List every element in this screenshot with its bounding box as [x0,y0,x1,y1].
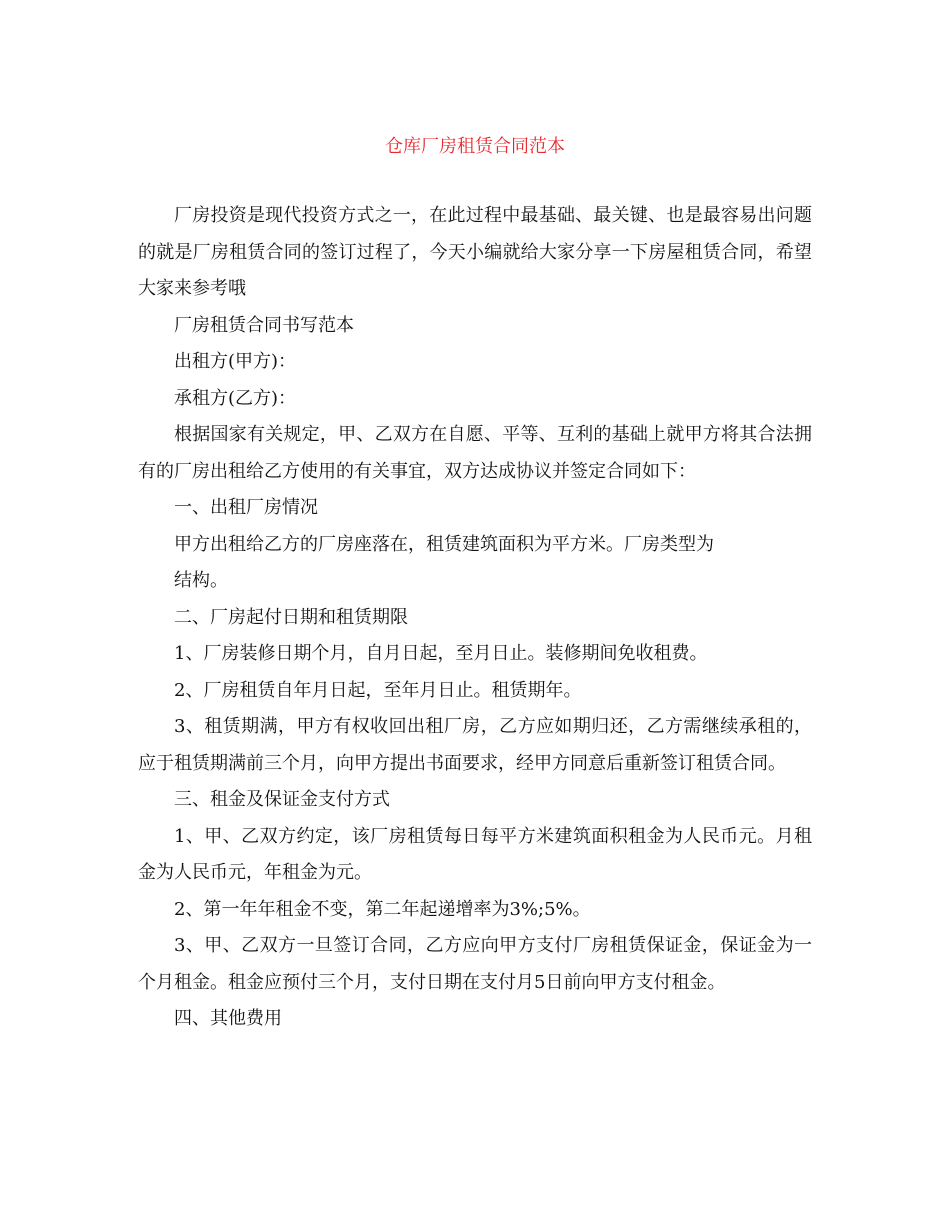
agreement-preamble: 根据国家有关规定，甲、乙双方在自愿、平等、互利的基础上就甲方将其合法拥有的厂房出租给乙方使用的有关事宜，双方达成协议并签定合同如下： [138,424,812,482]
section-heading-4: 四、其他费用 [174,1008,282,1029]
document-body [138,198,812,1038]
section-heading-1: 一、出租厂房情况 [174,497,318,518]
document-title: 仓库厂房租赁合同范本 [385,136,565,157]
deposit-clause: 3、甲、乙双方一旦签订合同，乙方应向甲方支付厂房租赁保证金，保证金为一个月租金。租金应预付三个月，支付日期在支付月5日前向甲方支付租金。 [138,935,812,993]
structure-clause: 结构。 [174,570,228,591]
rent-increase-clause: 2、第一年年租金不变，第二年起递增率为3%;5%。 [174,898,591,920]
factory-location-clause: 甲方出租给乙方的厂房座落在，租赁建筑面积为平方米。厂房类型为 [174,533,714,555]
renovation-clause: 1、厂房装修日期个月，自月日起，至月日止。装修期间免收租费。 [174,643,708,664]
section-heading-3: 三、租金及保证金支付方式 [174,789,390,810]
lessee-line: 承租方(乙方)： [174,387,297,409]
section-heading-2: 二、厂房起付日期和租赁期限 [174,606,408,628]
contract-heading: 厂房租赁合同书写范本 [174,314,354,336]
intro-paragraph: 厂房投资是现代投资方式之一，在此过程中最基础、最关键、也是最容易出问题的就是厂房租赁合同的签订过程了，今天小编就给大家分享一下房屋租赁合同，希望大家来参考哦 [138,205,812,299]
rent-amount-clause: 1、甲、乙双方约定，该厂房租赁每日每平方米建筑面积租金为人民币元。月租金为人民币元，年租金为元。 [138,825,812,883]
lease-expiry-clause: 3、租赁期满，甲方有权收回出租厂房，乙方应如期归还，乙方需继续承租的，应于租赁期满前三个月，向甲方提出书面要求，经甲方同意后重新签订租赁合同。 [138,716,812,774]
lease-term-clause: 2、厂房租赁自年月日起，至年月日止。租赁期年。 [174,679,582,701]
lessor-line: 出租方(甲方)： [174,351,297,372]
